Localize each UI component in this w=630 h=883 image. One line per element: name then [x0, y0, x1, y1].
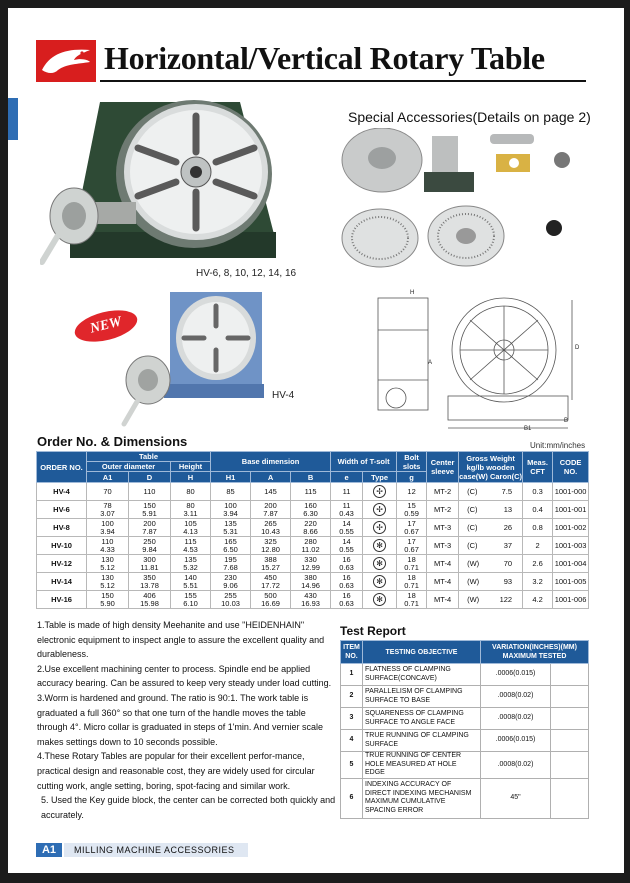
cell-sleeve: MT-2 — [427, 483, 459, 501]
tslot-type-icon — [363, 501, 397, 519]
drawing-label-h: H — [410, 290, 415, 296]
test-cell-blank — [551, 686, 589, 708]
note-item: 1.Table is made of high density Meehanite and use "HEIDENHAIN" electronic equipment to inspect angle to assure the excellent quality and durableness. — [37, 620, 325, 660]
cell-e: 11 0.43 — [331, 501, 363, 519]
test-row — [341, 778, 589, 818]
cell-h: 105 4.13 — [171, 519, 211, 537]
cell-weight-value: 70 — [503, 558, 513, 568]
technical-drawing — [374, 290, 588, 434]
cell-h1: 165 6.50 — [211, 537, 251, 555]
cell-model: HV-8 — [37, 519, 87, 537]
cell-a: 325 12.80 — [251, 537, 291, 555]
cell-model: HV-10 — [37, 537, 87, 555]
cell-sleeve: MT-4 — [427, 591, 459, 609]
test-cell-blank — [551, 778, 589, 818]
cell-code: 1001-006 — [553, 591, 589, 609]
cell-e: 16 0.63 — [331, 591, 363, 609]
cell-case: (C) — [467, 540, 478, 550]
cell-h1: 135 5.31 — [211, 519, 251, 537]
unit-note: Unit:mm/inches — [530, 441, 586, 450]
table-row — [37, 483, 589, 501]
cell-case: (W) — [467, 558, 480, 568]
header-table: Table — [87, 452, 211, 462]
header-base-dimension: Base dimension — [211, 452, 331, 472]
cell-code: 1001-004 — [553, 555, 589, 573]
cell-d: 110 — [129, 483, 171, 501]
four-slot-icon: ✢ — [373, 521, 386, 534]
cell-sleeve: MT-2 — [427, 501, 459, 519]
test-header-variation: VARIATION(INCHES)(MM) MAXIMUM TESTED — [481, 641, 589, 664]
test-cell-objective: TRUE RUNNING OF CLAMPING SURFACE — [363, 730, 481, 752]
cell-weight — [459, 591, 523, 609]
cell-h: 80 3.11 — [171, 501, 211, 519]
cell-d: 300 11.81 — [129, 555, 171, 573]
cell-a: 388 15.27 — [251, 555, 291, 573]
cell-h1: 255 10.03 — [211, 591, 251, 609]
test-cell-no: 3 — [341, 708, 363, 730]
cell-case: (C) — [467, 504, 478, 514]
header-a: A — [251, 472, 291, 483]
cell-code: 1001-002 — [553, 519, 589, 537]
test-row — [341, 752, 589, 779]
test-cell-no: 2 — [341, 686, 363, 708]
test-header-item: ITEM NO. — [341, 641, 363, 664]
cell-g: 17 0.67 — [397, 519, 427, 537]
cell-d: 150 5.91 — [129, 501, 171, 519]
cell-a: 500 16.69 — [251, 591, 291, 609]
note-item: 4.These Rotary Tables are popular for their excellent perfor-mance, practical design and reasonable cost, they are widely used for circular cutting work, angle setting, boring, spot-facing and similar work. — [37, 751, 315, 791]
main-photo-caption: HV-6, 8, 10, 12, 14, 16 — [196, 268, 297, 279]
cell-b: 380 14.96 — [291, 573, 331, 591]
header-d: D — [129, 472, 171, 483]
feature-notes — [37, 618, 337, 822]
footer-page-number: A1 — [36, 843, 62, 857]
cell-g: 18 0.71 — [397, 555, 427, 573]
dimensions-table — [36, 451, 589, 609]
rotary-table-photo — [40, 92, 280, 270]
test-cell-variation: 45" — [481, 778, 551, 818]
test-cell-objective: PARALLELISM OF CLAMPING SURFACE TO BASE — [363, 686, 481, 708]
test-cell-variation: .0008(0.02) — [481, 752, 551, 779]
drawing-label-b1: B1 — [524, 426, 532, 432]
tslot-type-icon — [363, 537, 397, 555]
cell-a: 200 7.87 — [251, 501, 291, 519]
cell-h1: 195 7.68 — [211, 555, 251, 573]
header-b: B — [291, 472, 331, 483]
cell-g: 18 0.71 — [397, 591, 427, 609]
note-item: 3.Worm is hardened and ground. The ratio is 90:1. The work table is graduated a full 360° so that one turn of the handle moves the table through 4°. Micro collar is graduated in steps of 1'min. And vernier scale makes settings down to 10 seconds possible. — [37, 692, 323, 747]
test-cell-no: 5 — [341, 752, 363, 779]
test-cell-variation: .0006(0.015) — [481, 730, 551, 752]
test-cell-no: 1 — [341, 664, 363, 686]
cell-a: 265 10.43 — [251, 519, 291, 537]
test-cell-no: 6 — [341, 778, 363, 818]
hv4-caption: HV-4 — [272, 390, 295, 401]
cell-d: 406 15.98 — [129, 591, 171, 609]
cell-code: 1001-003 — [553, 537, 589, 555]
cell-a1: 150 5.90 — [87, 591, 129, 609]
cell-g: 15 0.59 — [397, 501, 427, 519]
cell-g: 18 0.71 — [397, 573, 427, 591]
header-gross-weight: Gross Weight kg/lb wooden case(W) Caron(C) — [459, 453, 523, 481]
test-cell-blank — [551, 664, 589, 686]
table-row — [37, 537, 589, 555]
cell-d: 200 7.87 — [129, 519, 171, 537]
new-badge: NEW — [72, 305, 141, 348]
cell-d: 350 13.78 — [129, 573, 171, 591]
cell-a1: 78 3.07 — [87, 501, 129, 519]
test-row — [341, 708, 589, 730]
table-row — [37, 519, 589, 537]
cell-sleeve: MT-3 — [427, 537, 459, 555]
six-slot-icon: ✻ — [373, 557, 386, 570]
drawing-label-d: D — [575, 345, 580, 351]
header-h: H — [171, 472, 211, 483]
note-item: 5. Used the Key guide block, the center can be corrected both quickly and accurately. — [41, 795, 336, 820]
cell-weight-value: 122 — [499, 594, 513, 604]
test-cell-variation: .0008(0.02) — [481, 708, 551, 730]
cell-case: (C) — [467, 486, 478, 496]
cell-a1: 110 4.33 — [87, 537, 129, 555]
eagle-logo-icon — [36, 40, 96, 82]
cell-weight-value: 7.5 — [501, 486, 513, 496]
cell-d: 250 9.84 — [129, 537, 171, 555]
cell-b: 160 6.30 — [291, 501, 331, 519]
test-row — [341, 730, 589, 752]
header-tslot-width: Width of T-solt — [331, 452, 397, 472]
four-slot-icon: ✢ — [373, 485, 386, 498]
header-g: g — [397, 472, 427, 483]
cell-e: 11 — [331, 483, 363, 501]
cell-a1: 130 5.12 — [87, 555, 129, 573]
cell-model: HV-4 — [37, 483, 87, 501]
header-type: Type — [363, 472, 397, 483]
drawing-label-b: B — [564, 418, 569, 424]
header-order-no: ORDER NO. — [37, 452, 87, 483]
accessories-photo — [340, 128, 588, 268]
cell-h1: 85 — [211, 483, 251, 501]
test-header-objective: TESTING OBJECTIVE — [363, 641, 481, 664]
cell-a1: 100 3.94 — [87, 519, 129, 537]
cell-meas: 0.4 — [523, 501, 553, 519]
tslot-type-icon — [363, 519, 397, 537]
page-frame-left — [0, 0, 8, 883]
test-cell-objective: TRUE RUNNING OF CENTER HOLE MEASURED AT HOLE EDGE — [363, 752, 481, 779]
header-bolt-slots: Bolt slots — [397, 452, 427, 472]
test-row — [341, 686, 589, 708]
page-title: Horizontal/Vertical Rotary Table — [104, 40, 545, 76]
six-slot-icon: ✻ — [373, 575, 386, 588]
cell-weight — [459, 537, 523, 555]
cell-e: 14 0.55 — [331, 537, 363, 555]
order-section-title: Order No. & Dimensions — [37, 434, 188, 449]
cell-meas: 2 — [523, 537, 553, 555]
cell-weight — [459, 501, 523, 519]
cell-meas: 0.8 — [523, 519, 553, 537]
header-center-sleeve: Center sleeve — [427, 452, 459, 483]
cell-weight-value: 93 — [503, 576, 513, 586]
test-cell-objective: SQUARENESS OF CLAMPING SURFACE TO ANGLE FACE — [363, 708, 481, 730]
cell-case: (C) — [467, 522, 478, 532]
test-cell-variation: .0008(0.02) — [481, 686, 551, 708]
cell-a1: 130 5.12 — [87, 573, 129, 591]
cell-g: 12 — [397, 483, 427, 501]
cell-b: 220 8.66 — [291, 519, 331, 537]
header-a1: A1 — [87, 472, 129, 483]
cell-model: HV-12 — [37, 555, 87, 573]
test-cell-no: 4 — [341, 730, 363, 752]
footer-section: MILLING MACHINE ACCESSORIES — [64, 843, 248, 857]
table-row — [37, 573, 589, 591]
cell-a: 450 17.72 — [251, 573, 291, 591]
header-height: Height — [171, 462, 211, 472]
cell-e: 16 0.63 — [331, 555, 363, 573]
cell-g: 17 0.67 — [397, 537, 427, 555]
title-underline — [100, 80, 586, 82]
cell-a1: 70 — [87, 483, 129, 501]
cell-h: 80 — [171, 483, 211, 501]
page-frame-top — [0, 0, 630, 8]
table-row — [37, 591, 589, 609]
cell-weight-value: 13 — [503, 504, 513, 514]
test-row — [341, 664, 589, 686]
cell-case: (W) — [467, 576, 480, 586]
cell-b: 330 12.99 — [291, 555, 331, 573]
cell-a: 145 — [251, 483, 291, 501]
cell-meas: 4.2 — [523, 591, 553, 609]
drawing-label-a: A — [428, 360, 433, 366]
cell-e: 16 0.63 — [331, 573, 363, 591]
test-cell-variation: .0006(0.015) — [481, 664, 551, 686]
cell-meas: 0.3 — [523, 483, 553, 501]
cell-e: 14 0.55 — [331, 519, 363, 537]
test-cell-objective: INDEXING ACCURACY OF DIRECT INDEXING MECHANISM MAXIMUM CUMULATIVE SPACING ERROR — [363, 778, 481, 818]
cell-weight — [459, 555, 523, 573]
four-slot-icon: ✢ — [373, 503, 386, 516]
test-cell-blank — [551, 730, 589, 752]
note-item: 2.Use excellent machining center to process. Spindle end be applied accuracy bearing. Can be assured to keep very steady under load cutting. — [37, 663, 332, 689]
accessories-title: Special Accessories(Details on page 2) — [348, 109, 591, 125]
cell-sleeve: MT-4 — [427, 555, 459, 573]
cell-weight — [459, 573, 523, 591]
cell-weight-value: 37 — [503, 540, 513, 550]
hv4-photo — [118, 288, 268, 428]
cell-case: (W) — [467, 594, 480, 604]
test-cell-objective: FLATNESS OF CLAMPING SURFACE(CONCAVE) — [363, 664, 481, 686]
header-h1: H1 — [211, 472, 251, 483]
cell-b: 115 — [291, 483, 331, 501]
tslot-type-icon — [363, 591, 397, 609]
cell-model: HV-14 — [37, 573, 87, 591]
cell-model: HV-6 — [37, 501, 87, 519]
header-outer-diameter: Outer diameter — [87, 462, 171, 472]
cell-b: 280 11.02 — [291, 537, 331, 555]
test-cell-blank — [551, 708, 589, 730]
table-row — [37, 555, 589, 573]
cell-sleeve: MT-4 — [427, 573, 459, 591]
six-slot-icon: ✻ — [373, 539, 386, 552]
table-row — [37, 501, 589, 519]
cell-code: 1001-001 — [553, 501, 589, 519]
six-slot-icon: ✻ — [373, 593, 386, 606]
cell-h: 155 6.10 — [171, 591, 211, 609]
tslot-type-icon — [363, 573, 397, 591]
cell-h1: 100 3.94 — [211, 501, 251, 519]
cell-b: 430 16.93 — [291, 591, 331, 609]
cell-weight — [459, 519, 523, 537]
cell-h: 115 4.53 — [171, 537, 211, 555]
cell-code: 1001-005 — [553, 573, 589, 591]
header-e: e — [331, 472, 363, 483]
tslot-type-icon — [363, 483, 397, 501]
cell-h1: 230 9.06 — [211, 573, 251, 591]
side-tab-marker — [8, 98, 18, 140]
header-meas: Meas. CFT — [523, 452, 553, 483]
test-report-table — [340, 640, 589, 819]
cell-meas: 2.6 — [523, 555, 553, 573]
cell-meas: 3.2 — [523, 573, 553, 591]
cell-code: 1001-000 — [553, 483, 589, 501]
cell-sleeve: MT-3 — [427, 519, 459, 537]
page-frame-right — [624, 0, 630, 883]
cell-weight-value: 26 — [503, 522, 513, 532]
cell-weight — [459, 483, 523, 501]
page-frame-bottom — [0, 873, 630, 883]
header-code: CODE NO. — [553, 452, 589, 483]
test-report-title: Test Report — [340, 624, 406, 638]
cell-model: HV-16 — [37, 591, 87, 609]
tslot-type-icon — [363, 555, 397, 573]
cell-h: 135 5.32 — [171, 555, 211, 573]
test-cell-blank — [551, 752, 589, 779]
cell-h: 140 5.51 — [171, 573, 211, 591]
